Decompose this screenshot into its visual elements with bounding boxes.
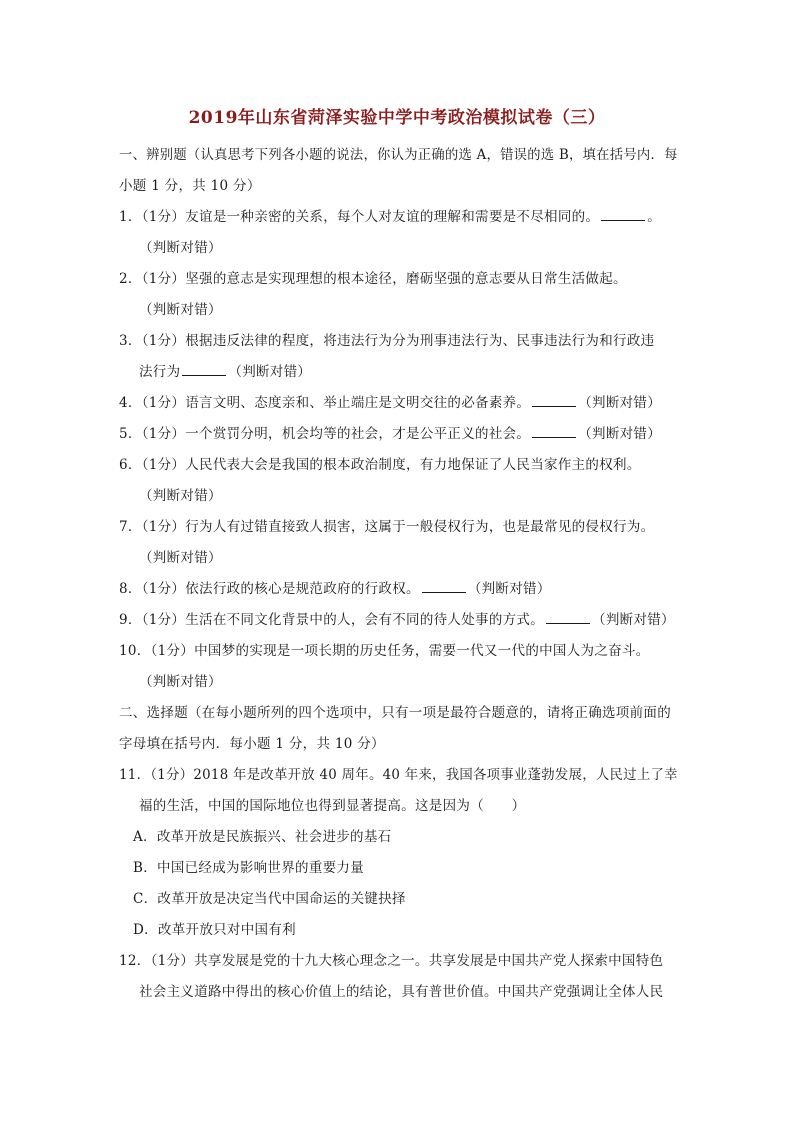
question-3: 3．（1分）根据违反法律的程度，将违法行为分为刑事违法行为、民事违法行为和行政违 — [119, 333, 655, 349]
question-5 — [119, 424, 661, 444]
question-3-judge: （判断对错） — [228, 364, 312, 380]
question-9-text: 9．（1分）生活在不同文化背景中的人，会有不同的待人处事的方式。 — [119, 612, 545, 628]
question-5-text: 5．（1分）一个赏罚分明，机会均等的社会，才是公平正义的社会。 — [119, 426, 531, 442]
question-1 — [119, 207, 661, 227]
answer-blank[interactable] — [182, 363, 226, 376]
question-11-option-d[interactable]: D．改革开放只对中国有利 — [133, 922, 296, 938]
question-10: 10．（1分）中国梦的实现是一项长期的历史任务，需要一代又一代的中国人为之奋斗。 — [119, 643, 650, 659]
section1-heading-line1: 一、辨别题（认真思考下列各小题的说法，你认为正确的选 A，错误的选 B，填在括号内．每 — [119, 147, 678, 163]
answer-blank[interactable] — [532, 425, 576, 438]
question-8-text: 8．（1分）依法行政的核心是规范政府的行政权。 — [119, 581, 420, 597]
question-1-judge: （判断对错） — [139, 240, 222, 256]
question-2: 2．（1分）坚强的意志是实现理想的根本途径，磨砺坚强的意志要从日常生活做起。 — [119, 271, 627, 287]
question-4-text: 4．（1分）语言文明、态度亲和、举止端庄是文明交往的必备素养。 — [119, 395, 531, 411]
question-10-judge: （判断对错） — [139, 674, 222, 690]
section2-heading-line1: 二、选择题（在每小题所列的四个选项中，只有一项是最符合题意的，请将正确选项前面的 — [119, 705, 671, 721]
question-7-judge: （判断对错） — [139, 550, 222, 566]
question-3-cont — [139, 362, 311, 382]
question-11-line2: 福的生活，中国的国际地位也得到显著提高。这是因为（ ） — [139, 798, 526, 814]
question-2-judge: （判断对错） — [139, 302, 222, 318]
question-1-text: 1．（1分）友谊是一种亲密的关系，每个人对友谊的理解和需要是不尽相同的。 — [119, 209, 600, 225]
answer-blank[interactable] — [422, 580, 466, 593]
question-12-line2: 社会主义道路中得出的核心价值上的结论，具有普世价值。中国共产党强调让全体人民 — [139, 984, 664, 1000]
question-7: 7．（1分）行为人有过错直接致人损害，这属于一般侵权行为，也是最常见的侵权行为。 — [119, 519, 655, 535]
answer-blank[interactable] — [546, 611, 590, 624]
question-11-line1: 11．（1分）2018 年是改革开放 40 周年。40 年来，我国各项事业蓬勃发展，人民过上了幸 — [119, 767, 678, 783]
question-11-option-b[interactable]: B．中国已经成为影响世界的重要力量 — [133, 860, 365, 876]
answer-blank[interactable] — [532, 394, 576, 407]
question-12-line1: 12．（1分）共享发展是党的十九大核心理念之一。共享发展是中国共产党人探索中国特色 — [119, 953, 664, 969]
question-1-end: 。 — [647, 209, 662, 225]
section1-heading-line2: 小题 1 分，共 10 分） — [119, 178, 261, 194]
question-9-judge: （判断对错） — [592, 612, 675, 628]
section2-heading-line2: 字母填在括号内．每小题 1 分，共 10 分） — [119, 736, 385, 752]
question-11-option-a[interactable]: A．改革开放是民族振兴、社会进步的基石 — [133, 829, 392, 845]
page-title: 2019年山东省菏泽实验中学中考政治模拟试卷（三） — [188, 108, 606, 128]
question-8 — [119, 579, 551, 599]
question-4-judge: （判断对错） — [578, 395, 662, 411]
question-6: 6．（1分）人民代表大会是我国的根本政治制度，有力地保证了人民当家作主的权利。 — [119, 457, 641, 473]
question-8-judge: （判断对错） — [467, 581, 551, 597]
question-9 — [119, 610, 675, 630]
answer-blank[interactable] — [601, 208, 645, 221]
question-4 — [119, 393, 661, 413]
question-11-option-c[interactable]: C．改革开放是决定当代中国命运的关键抉择 — [133, 891, 406, 907]
question-3-text: 法行为 — [139, 364, 181, 380]
question-5-judge: （判断对错） — [578, 426, 662, 442]
question-6-judge: （判断对错） — [139, 488, 222, 504]
